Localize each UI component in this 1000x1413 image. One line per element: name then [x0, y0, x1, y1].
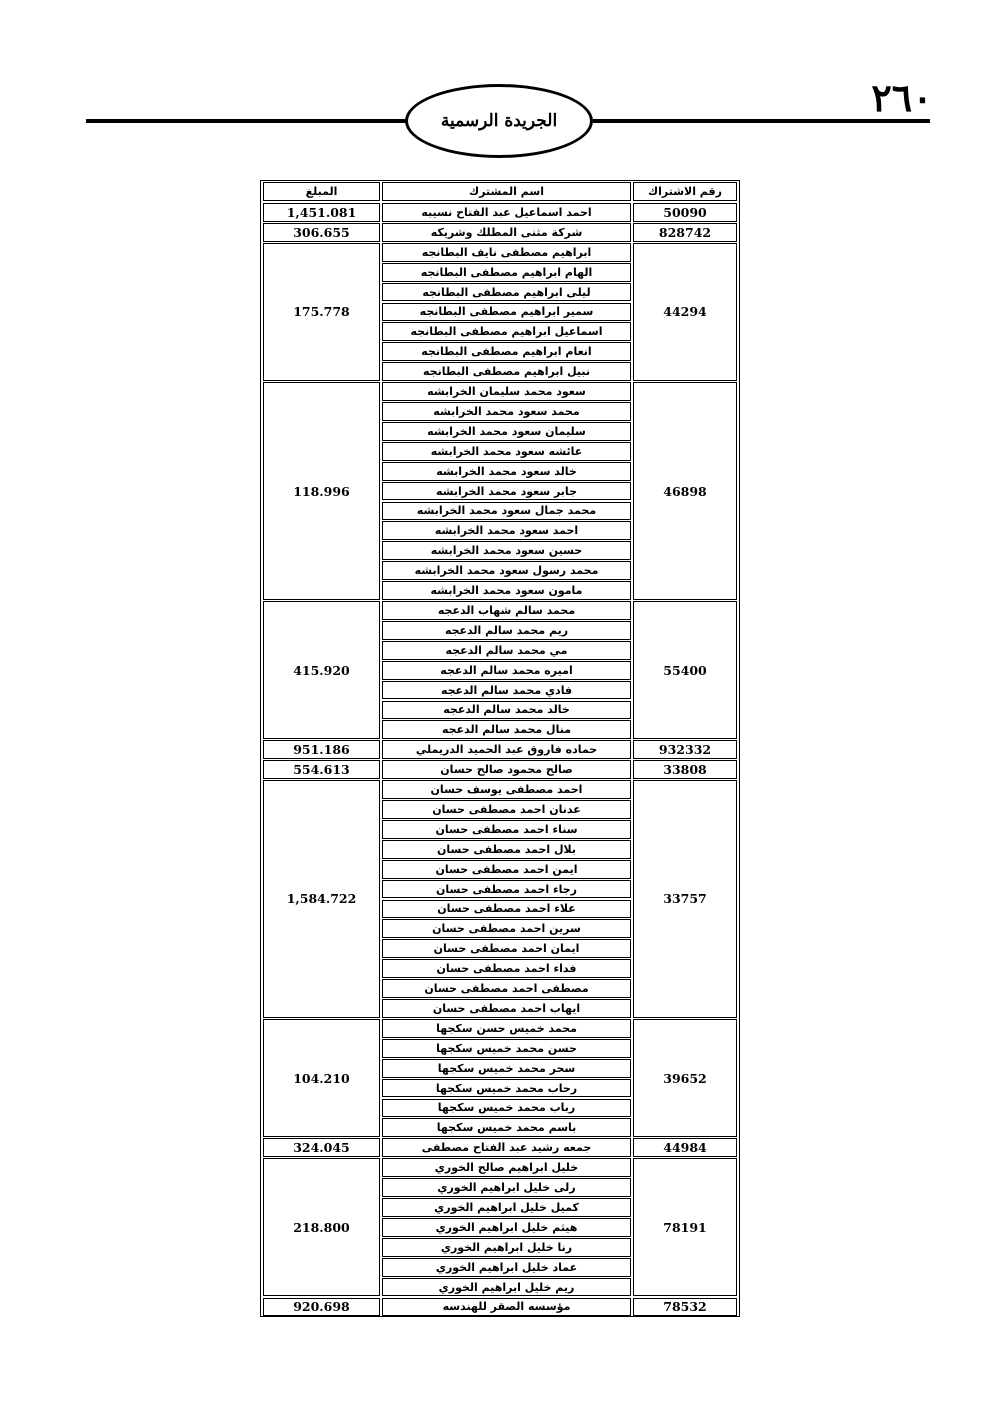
subscription-number-cell: 828742 [633, 223, 737, 242]
subscriber-name-cell: ايمان احمد مصطفى حسان [382, 939, 631, 958]
subscriber-name-cell: احمد سعود محمد الخرابشه [382, 521, 631, 540]
subscriber-name-cell: فادي محمد سالم الدعجه [382, 681, 631, 700]
subscriber-name-cell: ريم خليل ابراهيم الخوري [382, 1278, 631, 1297]
subscription-number-cell: 44984 [633, 1138, 737, 1157]
subscriber-name-cell: كميل خليل ابراهيم الخوري [382, 1198, 631, 1217]
amount-cell: 1,584.722 [263, 780, 380, 1018]
subscriber-name-cell: منال محمد سالم الدعجه [382, 720, 631, 739]
subscriber-name-cell: ابراهيم مصطفى نايف البطانجه [382, 243, 631, 262]
amount-cell: 118.996 [263, 382, 380, 600]
amount-cell: 951.186 [263, 740, 380, 759]
subscriber-name-cell: نبيل ابراهيم مصطفى البطانجه [382, 362, 631, 381]
subscriber-name-cell: سليمان سعود محمد الخرابشه [382, 422, 631, 441]
subscriber-name-cell: رلى خليل ابراهيم الخوري [382, 1178, 631, 1197]
subscriber-name-cell: محمد جمال سعود محمد الخرابشه [382, 502, 631, 521]
subscriber-name-cell: ليلى ابراهيم مصطفى البطانجه [382, 283, 631, 302]
subscriber-name-cell: جابر سعود محمد الخرابشه [382, 482, 631, 501]
subscription-number-cell: 46898 [633, 382, 737, 600]
subscriber-name-cell: اميره محمد سالم الدعجه [382, 661, 631, 680]
subscriber-name-cell: محمد سالم شهاب الدعجه [382, 601, 631, 620]
subscriber-name-cell: انعام ابراهيم مصطفى البطانجه [382, 342, 631, 361]
subscriber-name-cell: ريم محمد سالم الدعجه [382, 621, 631, 640]
subscription-number-cell: 33808 [633, 760, 737, 779]
amount-column [263, 181, 380, 1316]
subscriber-name-cell: خليل ابراهيم صالح الخوري [382, 1158, 631, 1177]
subscription-number-cell: 932332 [633, 740, 737, 759]
amount-cell: 104.210 [263, 1019, 380, 1137]
subscriber-name-cell: احمد مصطفى يوسف حسان [382, 780, 631, 799]
subscriber-name-cell: علاء احمد مصطفى حسان [382, 900, 631, 919]
subscriber-name-cell: عماد خليل ابراهيم الخوري [382, 1258, 631, 1277]
subscriber-name-cell: ايمن احمد مصطفى حسان [382, 860, 631, 879]
subscriber-name-cell: رجاء احمد مصطفى حسان [382, 880, 631, 899]
subscribers-table [260, 180, 740, 1317]
subscriber-name-cell: خالد سعود محمد الخرابشه [382, 462, 631, 481]
gazette-title-ellipse [405, 84, 593, 158]
subscription-number-cell: 33757 [633, 780, 737, 1018]
subscriber-name-cell: ايهاب احمد مصطفى حسان [382, 999, 631, 1018]
amount-cell: 324.045 [263, 1138, 380, 1157]
amount-cell: 175.778 [263, 243, 380, 381]
name-column [382, 181, 631, 1316]
subscriber-name-cell: عائشه سعود محمد الخرابشه [382, 442, 631, 461]
subscriber-name-cell: صالح محمود صالح حسان [382, 760, 631, 779]
amount-cell: 920.698 [263, 1298, 380, 1317]
header-amount: المبلغ [263, 182, 380, 201]
subscriber-name-cell: خالد محمد سالم الدعجه [382, 701, 631, 720]
subscription-number-cell: 50090 [633, 203, 737, 222]
header-name: اسم المشترك [382, 182, 631, 201]
subscription-number-cell: 78191 [633, 1158, 737, 1296]
subscriber-name-cell: احمد اسماعيل عبد الفتاح نسيبه [382, 203, 631, 222]
subscriber-name-cell: سناء احمد مصطفى حسان [382, 820, 631, 839]
subscriber-name-cell: جمعه رشيد عبد الفتاح مصطفى [382, 1138, 631, 1157]
subscription-number-cell: 55400 [633, 601, 737, 739]
subscriber-name-cell: مامون سعود محمد الخرابشه [382, 581, 631, 600]
subscriber-name-cell: سرين احمد مصطفى حسان [382, 919, 631, 938]
subscriber-name-cell: رباب محمد خميس سكجها [382, 1099, 631, 1118]
subscriber-name-cell: محمد سعود محمد الخرابشه [382, 402, 631, 421]
page-number: ٢٦٠ [871, 75, 933, 120]
subscription-number-cell: 39652 [633, 1019, 737, 1137]
subscriber-name-cell: هيثم خليل ابراهيم الخوري [382, 1218, 631, 1237]
subscriber-name-cell: سعود محمد سليمان الخرابشه [382, 382, 631, 401]
subscriber-name-cell: حسين سعود محمد الخرابشه [382, 541, 631, 560]
header-subscription: رقم الاشتراك [633, 182, 737, 201]
header-rule-left [86, 119, 411, 123]
subscriber-name-cell: رنا خليل ابراهيم الخوري [382, 1238, 631, 1257]
amount-cell: 306.655 [263, 223, 380, 242]
subscriber-name-cell: مي محمد سالم الدعجه [382, 641, 631, 660]
subscriber-name-cell: سمير ابراهيم مصطفى البطانجه [382, 303, 631, 322]
subscriber-name-cell: محمد رسول سعود محمد الخرابشه [382, 561, 631, 580]
subscriber-name-cell: شركة مثنى المطلك وشريكه [382, 223, 631, 242]
subscription-number-cell: 78532 [633, 1298, 737, 1317]
amount-cell: 218.800 [263, 1158, 380, 1296]
subscription-column [633, 181, 737, 1316]
subscriber-name-cell: الهام ابراهيم مصطفى البطانجه [382, 263, 631, 282]
subscriber-name-cell: محمد خميس حسن سكجها [382, 1019, 631, 1038]
page-header [0, 0, 1000, 170]
subscriber-name-cell: حسن محمد خميس سكجها [382, 1039, 631, 1058]
subscriber-name-cell: رحاب محمد خميس سكجها [382, 1079, 631, 1098]
subscriber-name-cell: عدنان احمد مصطفى حسان [382, 800, 631, 819]
amount-cell: 554.613 [263, 760, 380, 779]
amount-cell: 1,451.081 [263, 203, 380, 222]
subscriber-name-cell: بلال احمد مصطفى حسان [382, 840, 631, 859]
subscriber-name-cell: مصطفى احمد مصطفى حسان [382, 979, 631, 998]
subscriber-name-cell: باسم محمد خميس سكجها [382, 1118, 631, 1137]
subscriber-name-cell: سحر محمد خميس سكجها [382, 1059, 631, 1078]
subscriber-name-cell: مؤسسه الصقر للهندسه [382, 1298, 631, 1317]
subscriber-name-cell: فداء احمد مصطفى حسان [382, 959, 631, 978]
subscriber-name-cell: اسماعيل ابراهيم مصطفى البطانجه [382, 322, 631, 341]
subscription-number-cell: 44294 [633, 243, 737, 381]
amount-cell: 415.920 [263, 601, 380, 739]
subscriber-name-cell: حماده فاروق عبد الحميد الدريملي [382, 740, 631, 759]
gazette-title: الجريدة الرسمية [440, 111, 558, 131]
